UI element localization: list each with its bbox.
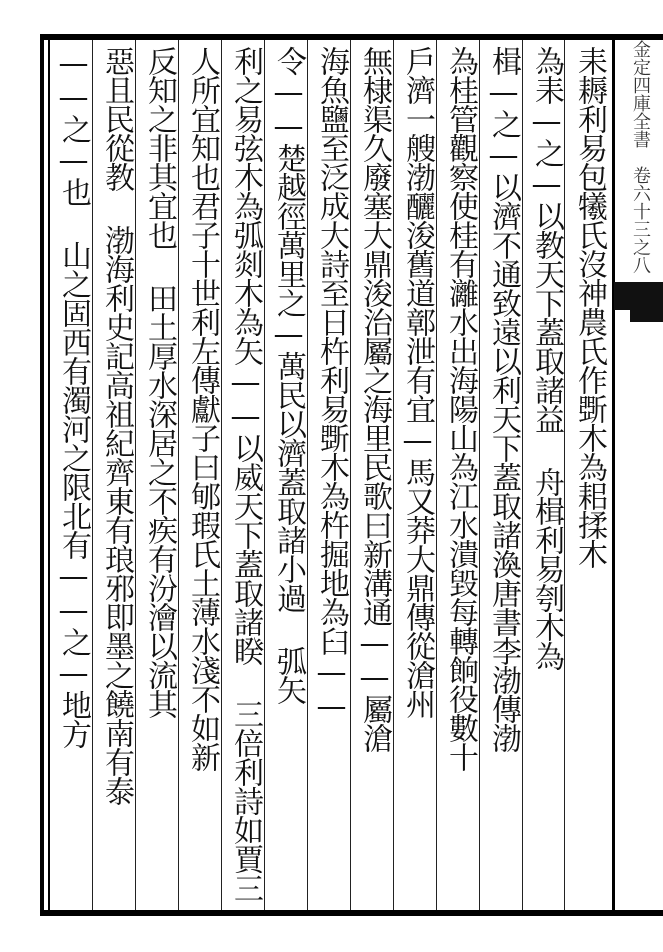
inner-left-border [48,40,50,910]
top-border [40,34,663,40]
text-column-10: 人所宜知也君子十世利左傳獻子曰郇瑕氏土薄水淺不如新 [185,46,220,771]
text-column-7: 海魚鹽至泛成大詩至日杵利易斲木為杵掘地為臼—— [314,46,349,723]
column-divider [350,40,351,910]
text-column-8: 令——楚越徑萬里之—萬民以濟蓋取諸小過 弧矢 [271,46,306,704]
column-divider [264,40,265,910]
text-column-2: 為耒—之—以教天下蓋取諸益 舟楫利易刳木為 [529,46,564,670]
right-border [612,40,615,910]
text-column-11: 反知之非其宜也 田土厚水深居之不疾有汾澮以流其 [142,46,177,718]
text-column-13: ——之—也 山之固西有濁河之限北有——之—地方 [56,46,91,748]
text-column-4: 為桂管觀察使桂有灕水出海陽山為江水潰毀每轉餉役數十 [443,46,478,771]
bottom-border [40,910,663,916]
column-divider [135,40,136,910]
text-column-3: 楫—之—以濟不通致遠以利天下蓋取諸渙唐書李渤傳渤 [486,46,521,752]
column-divider [479,40,480,910]
page-margin-label: 金定四庫全書 卷六十三之八 [630,40,651,274]
text-column-12: 惡且民從教 渤海利史記高祖紀齊東有琅邪即墨之饒南有泰 [99,46,134,805]
left-border [40,34,44,916]
column-divider [436,40,437,910]
text-column-6: 無棣渠久廢塞大鼎浚治屬之海里民歌曰新溝通——屬滄 [357,46,392,752]
column-divider [522,40,523,910]
column-divider [178,40,179,910]
column-divider [221,40,222,910]
column-divider [92,40,93,910]
text-column-5: 戶濟一艘渤釃浚舊道鄣泄有宜—馬又莽大鼎傳從滄州 [400,46,435,718]
text-column-9: 利之易弦木為弧剡木為矢——以威天下蓋取諸睽 三倍利詩如賈三 [228,46,263,902]
column-divider [393,40,394,910]
text-column-1: 耒耨利易包犧氏沒神農氏作斲木為耜揉木 [572,46,607,568]
column-divider [307,40,308,910]
